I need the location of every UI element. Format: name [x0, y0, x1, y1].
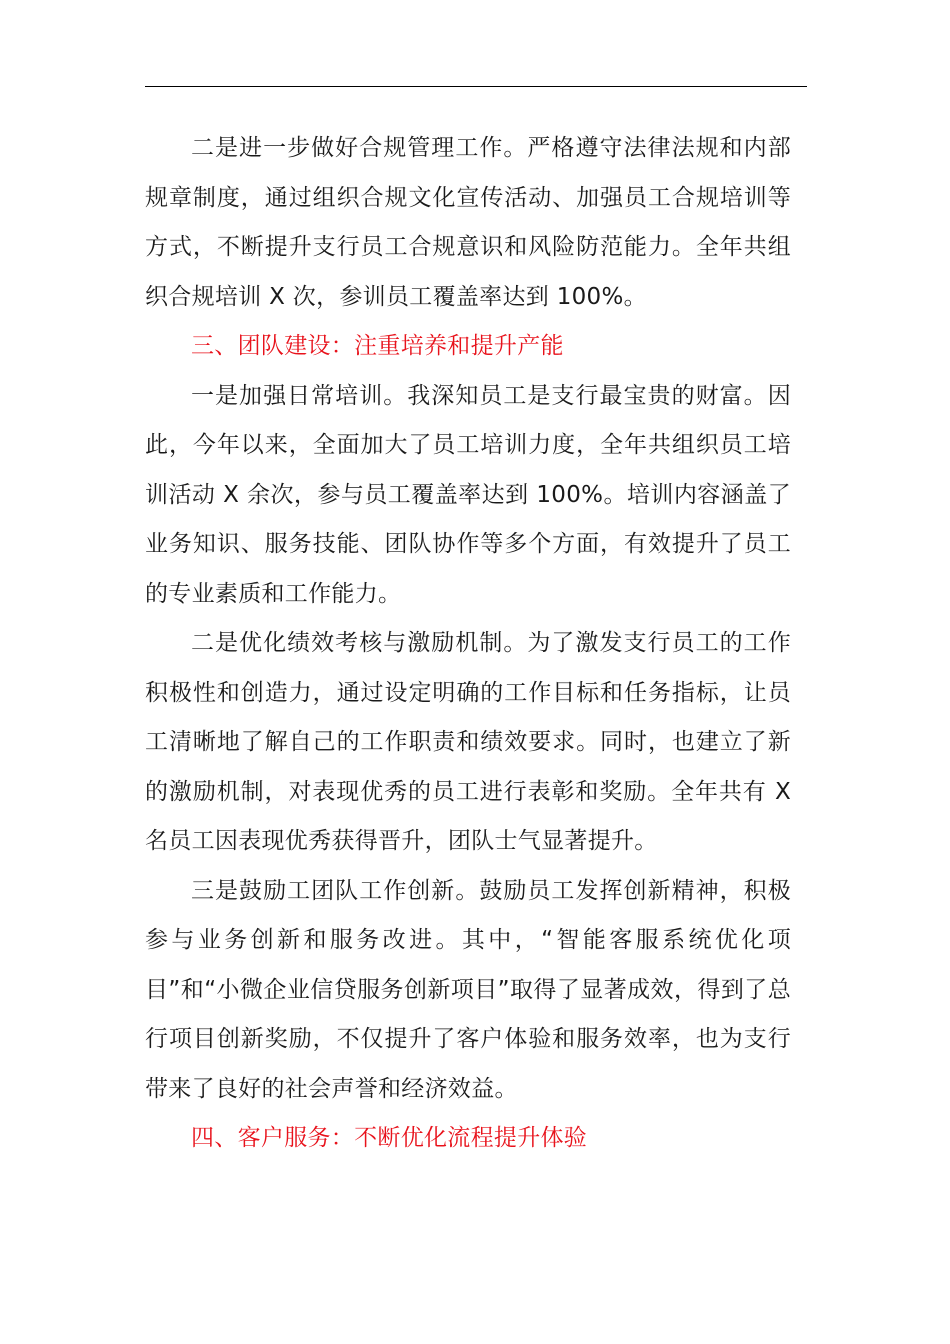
section-heading-team-building: 三、团队建设：注重培养和提升产能 [191, 333, 564, 359]
section-heading-customer-service: 四、客户服务：不断优化流程提升体验 [191, 1125, 588, 1151]
header-rule [145, 86, 807, 87]
paragraph-team-innovation: 三是鼓励工团队工作创新。鼓励员工发挥创新精神，积极参与业务创新和服务改进。其中，“智能客服系统优化项目”和“小微企业信贷服务创新项目”取得了显著成效，得到了总行项目创新奖励，不仅提升了客户体验和服务效率，也为支行带来了良好的社会声誉和经济效益。 [145, 877, 791, 1102]
paragraph-daily-training: 一是加强日常培训。我深知员工是支行最宝贵的财富。因此，今年以来，全面加大了员工培训力度，全年共组织员工培训活动 X 余次，参与员工覆盖率达到 100%。培训内容涵盖了业务知识、服务技能、团队协作等多个方面，有效提升了员工的专业素质和工作能力。 [145, 382, 791, 607]
document-body [145, 124, 791, 1164]
paragraph-performance-incentives: 二是优化绩效考核与激励机制。为了激发支行员工的工作积极性和创造力，通过设定明确的工作目标和任务指标，让员工清晰地了解自己的工作职责和绩效要求。同时，也建立了新的激励机制，对表现优秀的员工进行表彰和奖励。全年共有 X 名员工因表现优秀获得晋升，团队士气显著提升。 [145, 630, 791, 854]
paragraph-compliance: 二是进一步做好合规管理工作。严格遵守法律法规和内部规章制度，通过组织合规文化宣传活动、加强员工合规培训等方式，不断提升支行员工合规意识和风险防范能力。全年共组织合规培训 X 次，参训员工覆盖率达到 100%。 [145, 135, 791, 310]
